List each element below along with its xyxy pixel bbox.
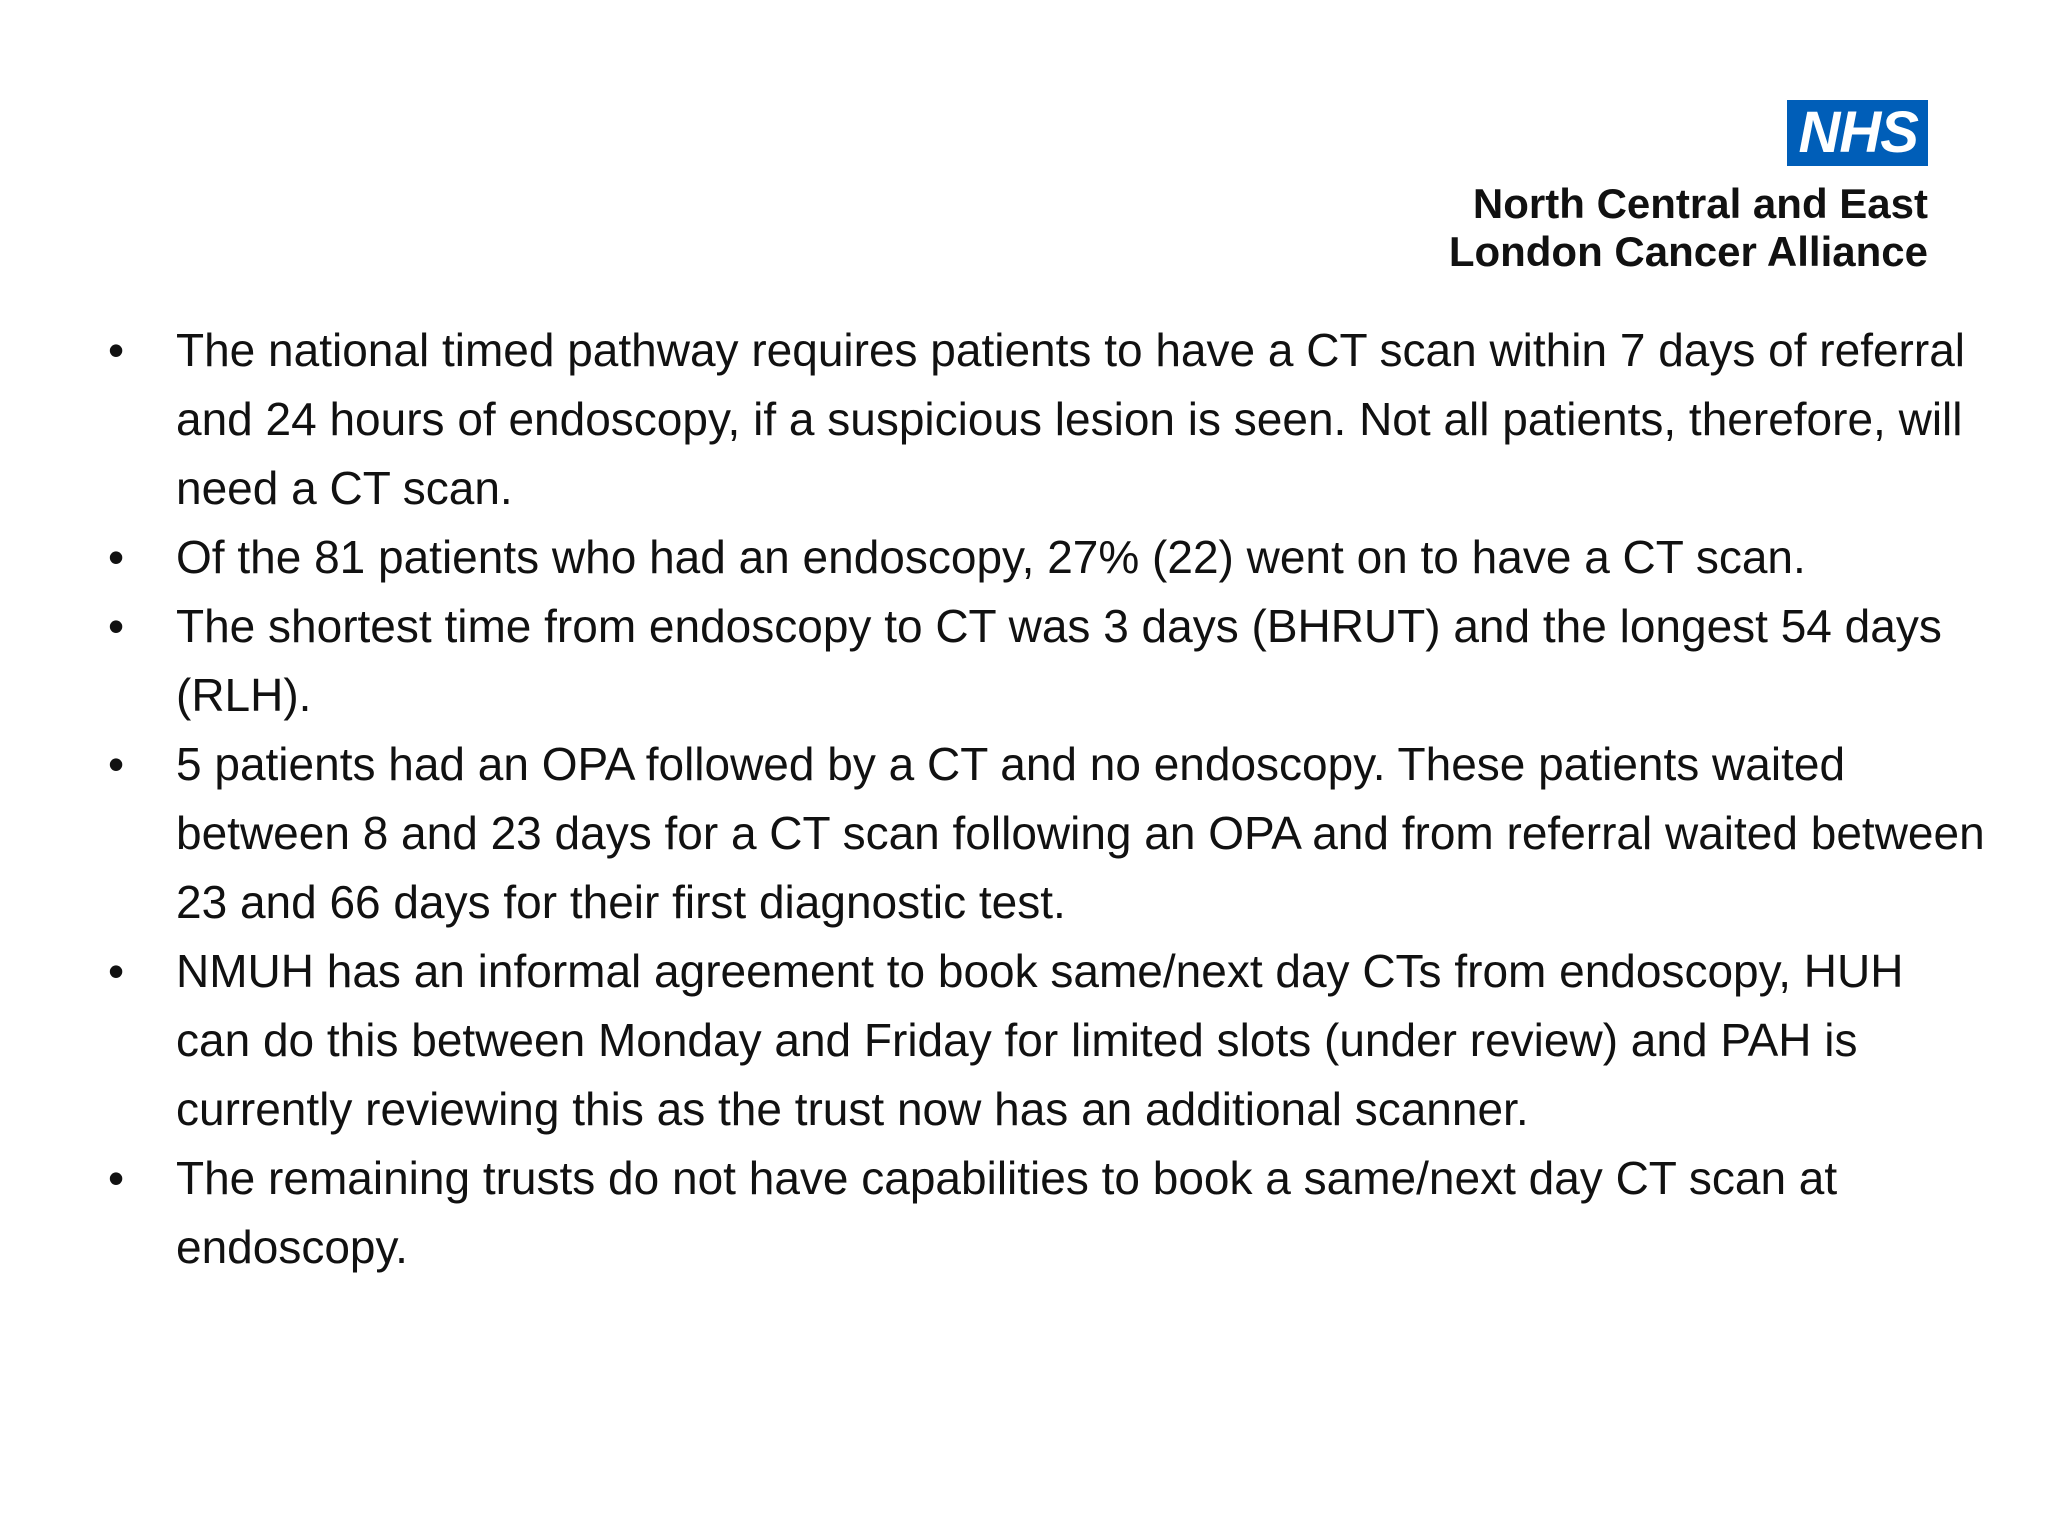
bullet-dot: • bbox=[108, 1152, 125, 1204]
organisation-name bbox=[1449, 180, 1928, 276]
bullet-item bbox=[108, 592, 1988, 730]
bullet-list bbox=[108, 316, 1988, 1282]
bullet-dot: • bbox=[108, 324, 125, 376]
bullet-dot: • bbox=[108, 531, 125, 583]
bullet-dot: • bbox=[108, 738, 125, 790]
bullet-text: Of the 81 patients who had an endoscopy, 27% (22) went on to have a CT scan. bbox=[176, 531, 1806, 583]
bullet-item bbox=[108, 730, 1988, 937]
bullet-item bbox=[108, 316, 1988, 523]
organisation-name-line-1: North Central and East bbox=[1472, 180, 1928, 227]
nhs-logo: NHS bbox=[1787, 100, 1928, 166]
bullet-text: 5 patients had an OPA followed by a CT and no endoscopy. These patients waited between 8 and 23 days for a CT scan following an OPA and from referral waited between 23 and 66 days for their first diagnostic test. bbox=[176, 738, 1985, 928]
bullet-item bbox=[108, 523, 1988, 592]
bullet-text: The remaining trusts do not have capabilities to book a same/next day CT scan at endoscopy. bbox=[176, 1152, 1838, 1273]
bullet-item bbox=[108, 937, 1988, 1144]
bullet-dot: • bbox=[108, 945, 125, 997]
nhs-logo-block bbox=[1449, 100, 1928, 276]
bullet-item bbox=[108, 1144, 1988, 1282]
bullet-text: NMUH has an informal agreement to book same/next day CTs from endoscopy, HUH can do this between Monday and Friday for limited slots (under review) and PAH is currently reviewing this as the trust now has an additional scanner. bbox=[176, 945, 1904, 1135]
bullet-text: The national timed pathway requires patients to have a CT scan within 7 days of referral and 24 hours of endoscopy, if a suspicious lesion is seen. Not all patients, therefore, will need a CT scan. bbox=[176, 324, 1965, 514]
bullet-text: The shortest time from endoscopy to CT was 3 days (BHRUT) and the longest 54 days (RLH). bbox=[176, 600, 1942, 721]
organisation-name-line-2: London Cancer Alliance bbox=[1448, 228, 1928, 275]
bullet-dot: • bbox=[108, 600, 125, 652]
